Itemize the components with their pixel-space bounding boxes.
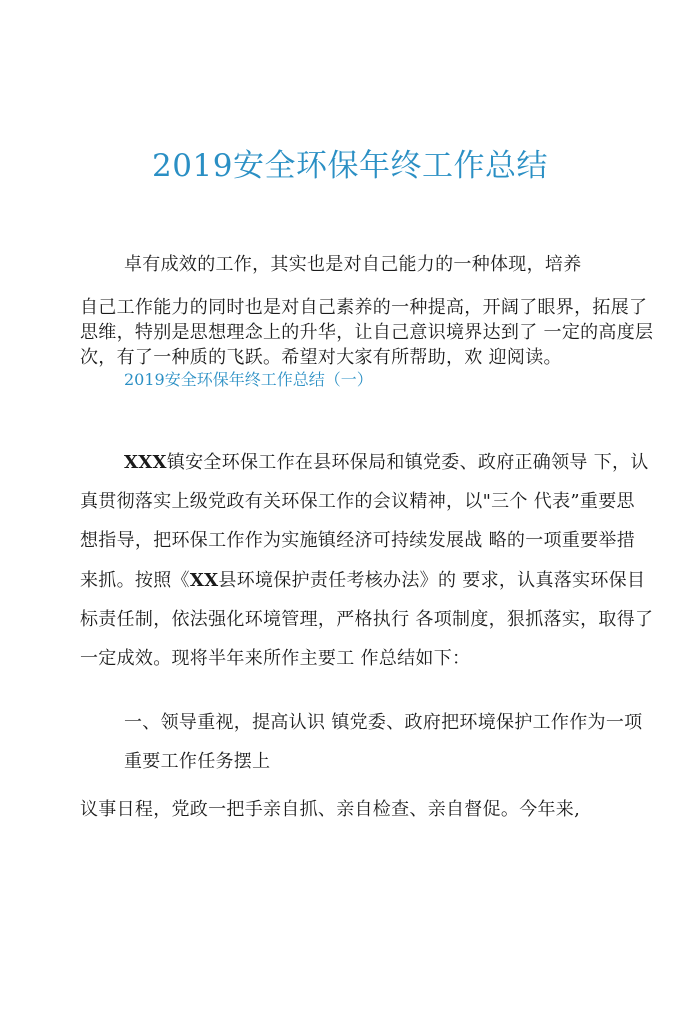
- point1-line-1: 一、领导重视，提高认识 镇党委、政府把环境保护工作作为一项: [124, 712, 643, 733]
- section-title: 2019安全环保年终工作总结（一）: [124, 370, 373, 389]
- point1-line-3: 议事日程，党政一把手亲自抓、亲自检查、亲自督促。今年来,: [80, 799, 581, 820]
- body-line-4-bold: XX: [189, 570, 219, 591]
- body-line-3: 想指导，把环保工作作为实施镇经济可持续发展战 略的一项重要举措: [80, 530, 636, 551]
- intro-line-3: 思维，特别是思想理念上的升华，让自己意识境界达到了 一定的高度层: [80, 322, 654, 343]
- body-line-5: 标责任制，依法强化环境管理，严格执行 各项制度，狠抓落实，取得了: [80, 609, 654, 630]
- body-line-4-pre: 来抓。按照《: [80, 570, 190, 591]
- body-line-6: 一定成效。现将半年来所作主要工 作总结如下：: [80, 648, 471, 669]
- body-line-1-text: 镇安全环保工作在县环保局和镇党委、政府正确领导 下，认: [166, 452, 649, 473]
- intro-line-1: 卓有成效的工作，其实也是对自己能力的一种体现，培养: [124, 254, 582, 275]
- document-title: 2019安全环保年终工作总结: [152, 148, 548, 184]
- intro-line-4: 次，有了一种质的飞跃。希望对大家有所帮助，欢 迎阅读。: [80, 347, 562, 368]
- intro-line-2: 自己工作能力的同时也是对自己素养的一种提高，开阔了眼界，拓展了: [80, 297, 648, 318]
- body-line-1: [124, 448, 649, 474]
- body-line-1-bold: XXX: [124, 452, 167, 473]
- body-line-2: 真贯彻落实上级党政有关环保工作的会议精神，以"三个 代表”重要思: [80, 491, 635, 512]
- point1-line-2: 重要工作任务摆上: [124, 751, 271, 772]
- body-line-4-text: 县环境保护责任考核办法》的 要求，认真落实环保目: [218, 570, 646, 591]
- body-line-4: [80, 566, 645, 592]
